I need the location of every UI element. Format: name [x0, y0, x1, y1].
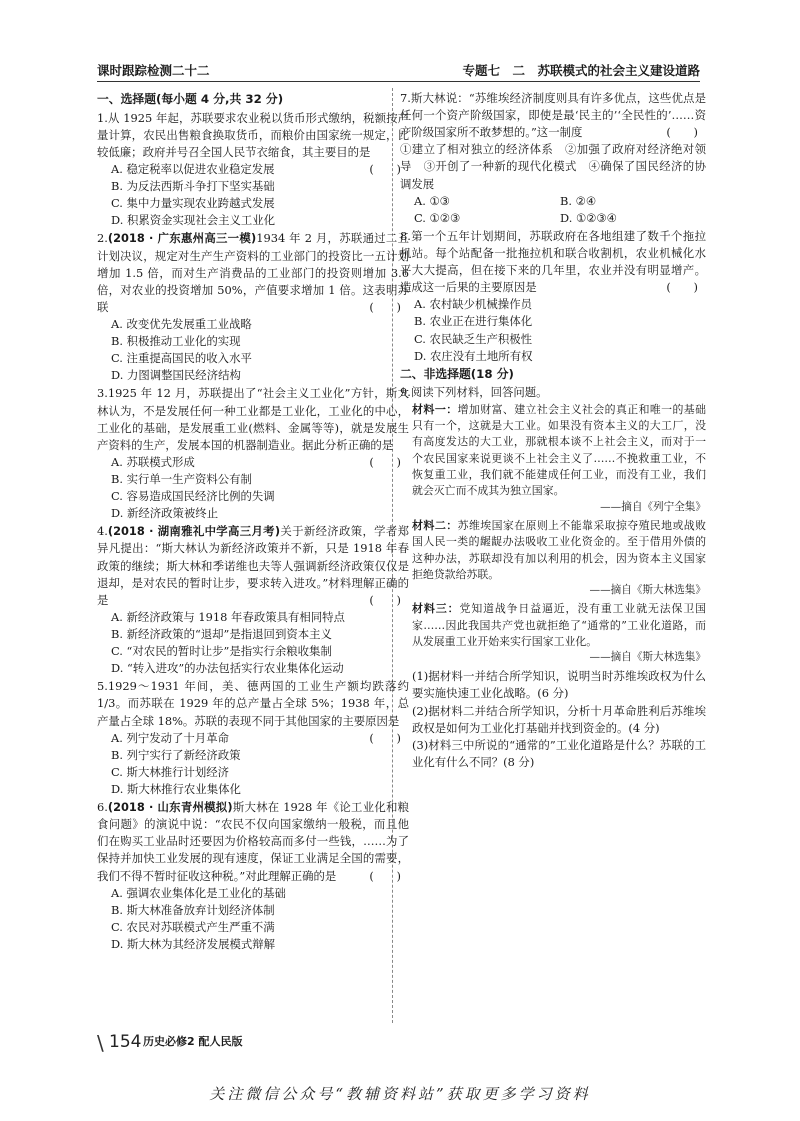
question-2-stem: 2.(2018 · 广东惠州高三一模)1934 年 2 月，苏联通过二五计划决议，规定对生产生产资料的工业部门的投资比一五计划增加 1.5 倍，而对生产消费品的工业部门的投资则增加 3.6 倍，对农业的投资增加 50%，产值要求增加 1 倍。这表明苏联 ( ) — [97, 230, 409, 316]
question-1 — [97, 110, 409, 230]
option-c: C. 农民对苏联模式产生严重不满 — [111, 919, 275, 934]
question-5-stem: 5.1929～1931 年间，美、德两国的工业生产额均跌落约1/3。而苏联在 1929 年的总产量占全球 5%；1938 年，总产量占全球 18%。苏联的表现不同于其他国家的主要原因是 ( ) — [97, 678, 409, 729]
footer-slash-mark: \ — [97, 1031, 104, 1055]
option-b: B. 为反法西斯斗争打下坚实基础 — [111, 179, 275, 194]
option-a: A. 列宁发动了十月革命 — [111, 730, 229, 745]
option-c: C. “对农民的暂时让步”是指实行余粮收集制 — [111, 644, 332, 659]
handwritten-note: 关注微信公众号“教辅资料站”获取更多学习资料 — [209, 1085, 591, 1103]
option-c: C. 集中力量实现农业跨越式发展 — [111, 196, 275, 211]
question-source: (2018 · 山东青州模拟) — [107, 800, 233, 815]
material-1-citation: ——摘自《列宁全集》 — [600, 500, 706, 513]
answer-paren: ( ) — [369, 730, 401, 745]
material-3: 材料三：党知道战争日益逼近，没有重工业就无法保卫国家……因此我国共产党也就拒绝了“通常的”工业化道路，而从发展重工业开始来实行国家工业化。 — [412, 602, 706, 649]
question-7-statements: ①建立了相对独立的经济体系 ②加强了政府对经济绝对领导 ③开创了一种新的现代化模式 ④确保了国民经济的协调发展 — [400, 142, 706, 191]
option-a: A. 新经济政策与 1918 年春政策具有相同特点 — [111, 609, 345, 624]
option-d: D. ①②③④ — [560, 210, 617, 225]
option-b: B. 斯大林准备放弃计划经济体制 — [111, 902, 275, 917]
page-header — [97, 60, 700, 82]
option-a: A. 苏联模式形成 — [111, 454, 195, 469]
option-c: C. 容易造成国民经济比例的失调 — [111, 489, 275, 504]
option-d: D. 农庄没有土地所有权 — [414, 348, 533, 363]
section-title-choice: 一、选择题(每小题 4 分,共 32 分) — [97, 92, 284, 106]
left-column — [97, 90, 409, 954]
sub-question-3: (3)材料三中所说的“通常的”工业化道路是什么？苏联的工业化有什么不同？(8 分) — [412, 737, 706, 769]
question-9 — [400, 384, 706, 771]
question-8-stem: 8.第一个五年计划期间，苏联政府在各地组建了数千个拖拉机站。每个站配备一批拖拉机和联合收割机，农业机械化水平大大提高，但在接下来的几年里，农业并没有明显增产。造成这一后果的主要原因是 ( ) — [400, 228, 706, 296]
answer-paren: ( ) — [369, 454, 401, 469]
option-d: D. 力图调整国民经济结构 — [111, 368, 241, 383]
option-a: A. 改变优先发展重工业战略 — [111, 317, 252, 331]
question-9-stem: 9.阅读下列材料，回答问题。 — [400, 385, 548, 400]
option-b: B. ②④ — [560, 193, 597, 208]
material-2-citation: ——摘自《斯大林选集》 — [589, 584, 706, 597]
option-a: A. ①③ — [414, 193, 450, 208]
question-source: (2018 · 湖南雅礼中学高三月考) — [107, 524, 281, 539]
material-3-citation: ——摘自《斯大林选集》 — [589, 651, 706, 664]
answer-paren: ( ) — [369, 162, 401, 177]
option-b: B. 实行单一生产资料公有制 — [111, 471, 252, 486]
question-1-stem: 1.从 1925 年起，苏联要求农业税以货币形式缴纳，税额按产量计算，农民出售粮食换取货币，而粮价由国家统一规定，比较低廉；政府并号召全国人民节衣缩食，其主要目的是 ( ) — [97, 110, 409, 161]
header-right-title: 专题七 二 苏联模式的社会主义建设道路 — [462, 63, 700, 78]
material-2: 材料二：苏维埃国家在原则上不能靠采取掠夺殖民地或战败国人民一类的龌龊办法吸收工业化资金的。至于借用外债的这种办法，苏联却没有加以利用的机会，因为资本主义国家拒绝贷款给苏联。 — [412, 518, 706, 581]
question-source: (2018 · 广东惠州高三一模) — [107, 231, 257, 246]
option-d: D. 斯大林为其经济发展模式辩解 — [111, 936, 276, 951]
question-7-stem: 7.斯大林说：“苏维埃经济制度则具有许多优点，这些优点是任何一个资产阶级国家，即使是最‘民主的’‘全民性的’……资产阶级国家所不敢梦想的。”这一制度 ( ) — [400, 90, 706, 141]
material-1: 材料一：增加财富、建立社会主义社会的真正和唯一的基础只有一个，这就是大工业。如果没有资本主义的大工厂，没有高度发达的大工业，那就根本谈不上社会主义，而对于一个农民国家来说更谈不上社会主义了……不挽救重工业，不恢复重工业，我们就不能建成任何工业，而没有工业，我们就会灭亡而不成其为独立国家。 — [412, 402, 706, 498]
option-a: A. 稳定税率以促进农业稳定发展 — [111, 162, 275, 177]
answer-paren: ( ) — [369, 299, 401, 314]
question-3-stem: 3.1925 年 12 月，苏联提出了“社会主义工业化”方针，斯大林认为，不是发展任何一种工业都是工业化，工业化的中心，工业化的基础，是发展重工业(燃料、金属等等)，就是发展生产资料的生产，发展本国的机器制造业。据此分析正确的是 ( ) — [97, 385, 409, 453]
options-row — [400, 193, 706, 210]
question-6 — [97, 799, 409, 953]
question-7 — [400, 90, 706, 227]
answer-paren: ( ) — [369, 868, 401, 883]
page-number: 154 — [109, 1032, 142, 1052]
question-5 — [97, 678, 409, 798]
sub-question-2: (2)据材料二并结合所学知识，分析十月革命胜利后苏维埃政权是如何为工业化打基础并找到资金的。(4 分) — [412, 703, 706, 735]
question-3 — [97, 385, 409, 522]
question-2 — [97, 230, 409, 384]
question-6-stem: 6.(2018 · 山东青州模拟)斯大林在 1928 年《论工业化和粮食问题》的演说中说：“农民不仅向国家缴纳一般税，而且他们在购买工业品时还要因为价格较高而多付一些钱，……为了保持并加快工业发展的现有速度，保证工业满足全国的需要，我们不得不暂时征收这种税。”对此理解正确的是 ( ) — [97, 799, 409, 885]
option-d: D. “转入进攻”的办法包括实行农业集体化运动 — [111, 661, 344, 676]
option-c: C. 注重提高国民的收入水平 — [111, 351, 252, 366]
options-row — [400, 210, 706, 227]
book-title: 历史必修2 配人民版 — [143, 1035, 243, 1048]
answer-paren: ( ) — [666, 125, 698, 140]
option-c: C. 农民缺乏生产积极性 — [414, 331, 533, 346]
right-column — [400, 90, 706, 772]
question-4 — [97, 523, 409, 677]
option-b: B. 积极推动工业化的实现 — [111, 334, 241, 349]
option-d: D. 新经济政策被终止 — [111, 506, 219, 521]
option-b: B. 农业正在进行集体化 — [414, 314, 533, 329]
answer-paren: ( ) — [666, 280, 698, 295]
answer-paren: ( ) — [369, 592, 401, 607]
question-8 — [400, 228, 706, 365]
header-left-title: 课时跟踪检测二十二 — [97, 63, 210, 78]
option-b: B. 新经济政策的“退却”是指退回到资本主义 — [111, 626, 332, 641]
question-4-stem: 4.(2018 · 湖南雅礼中学高三月考)关于新经济政策，学者郑异凡提出：“斯大林认为新经济政策并不新，只是 1918 年春政策的继续；斯大林和季诺维也夫等人强调新经济政策仅仅是退却，是对农民的暂时让步，要求转入进攻。”材料理解正确的是 ( ) — [97, 523, 409, 609]
option-a: A. 强调农业集体化是工业化的基础 — [111, 885, 286, 900]
option-a: A. 农村缺少机械操作员 — [414, 297, 532, 312]
option-c: C. 斯大林推行计划经济 — [111, 764, 230, 779]
sub-question-1: (1)据材料一并结合所学知识，说明当时苏维埃政权为什么要实施快速工业化战略。(6 分) — [412, 669, 706, 701]
option-d: D. 斯大林推行农业集体化 — [111, 781, 241, 796]
option-b: B. 列宁实行了新经济政策 — [111, 747, 241, 762]
option-d: D. 积累资金实现社会主义工业化 — [111, 213, 276, 228]
option-c: C. ①②③ — [414, 210, 461, 225]
section-title-essay: 二、非选择题(18 分) — [400, 366, 514, 381]
